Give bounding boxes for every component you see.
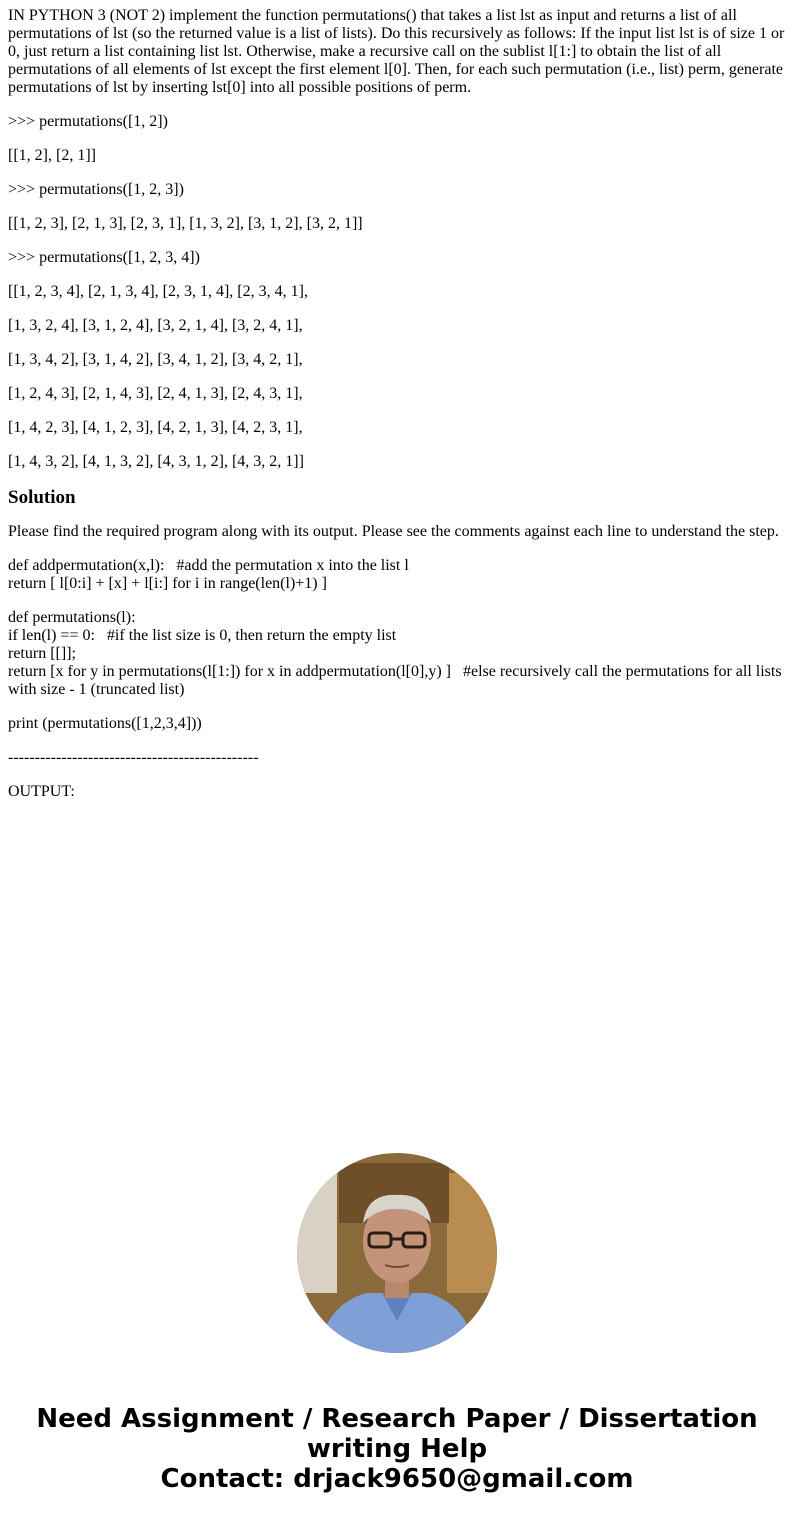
solution-heading: Solution	[8, 487, 76, 508]
avatar-portrait-image	[297, 1153, 497, 1353]
code-line: return [x for y in permutations(l[1:]) for x in addpermutation(l[0],y) ] #else recursively call the permutations for all lists with size - 1 (truncated list)	[8, 663, 786, 698]
code-line: def addpermutation(x,l): #add the permutation x into the list l	[8, 557, 409, 574]
example-result-3-line-6: [1, 4, 3, 2], [4, 1, 3, 2], [4, 3, 1, 2], [4, 3, 2, 1]]	[8, 453, 304, 470]
example-result-3-line-3: [1, 3, 4, 2], [3, 1, 4, 2], [3, 4, 1, 2], [3, 4, 2, 1],	[8, 351, 303, 368]
code-block-addpermutation	[8, 557, 786, 593]
document-body	[8, 7, 789, 817]
example-result-3-line-2: [1, 3, 2, 4], [3, 1, 2, 4], [3, 2, 1, 4], [3, 2, 4, 1],	[8, 317, 303, 334]
example-result-2: [[1, 2, 3], [2, 1, 3], [2, 3, 1], [1, 3, 2], [3, 1, 2], [3, 2, 1]]	[8, 215, 363, 232]
example-result-3-line-4: [1, 2, 4, 3], [2, 1, 4, 3], [2, 4, 1, 3], [2, 4, 3, 1],	[8, 385, 303, 402]
solution-intro: Please find the required program along with its output. Please see the comments against each line to understand the step.	[8, 523, 779, 540]
promo-line-2: writing Help	[306, 1434, 488, 1464]
promo-contact-line: Contact: drjack9650@gmail.com	[160, 1464, 634, 1494]
code-line: def permutations(l):	[8, 609, 136, 626]
example-result-1: [[1, 2], [2, 1]]	[8, 147, 96, 164]
question-text: IN PYTHON 3 (NOT 2) implement the function permutations() that takes a list lst as input and returns a list of all permutations of lst (so the returned value is a list of lists). Do this recursively as follows: If the input list lst is of size 1 or 0, just return a list containing list lst. Otherwise, make a recursive call on the sublist l[1:] to obtain the list of all permutations of all elements of lst except the first element l[0]. Then, for each such permutation (i.e., list) perm, generate permutations of lst by inserting lst[0] into all possible positions of perm.	[8, 7, 789, 96]
code-line: return [ l[0:i] + [x] + l[i:] for i in range(len(l)+1) ]	[8, 575, 327, 592]
example-prompt-3: >>> permutations([1, 2, 3, 4])	[8, 249, 200, 266]
code-line: if len(l) == 0: #if the list size is 0, then return the empty list	[8, 627, 397, 644]
code-block-permutations	[8, 609, 786, 699]
example-prompt-1: >>> permutations([1, 2])	[8, 113, 168, 130]
promo-line-1: Need Assignment / Research Paper / Dissertation	[36, 1404, 758, 1434]
example-result-3-line-1: [[1, 2, 3, 4], [2, 1, 3, 4], [2, 3, 1, 4], [2, 3, 4, 1],	[8, 283, 308, 300]
promo-banner	[0, 1404, 794, 1494]
example-result-3-line-5: [1, 4, 2, 3], [4, 1, 2, 3], [4, 2, 1, 3], [4, 2, 3, 1],	[8, 419, 303, 436]
print-statement: print (permutations([1,2,3,4]))	[8, 715, 202, 732]
code-line: return [[]];	[8, 645, 76, 662]
separator-line: -----------------------------------------------	[8, 749, 259, 766]
author-avatar	[297, 1153, 497, 1353]
output-label: OUTPUT:	[8, 783, 75, 800]
example-prompt-2: >>> permutations([1, 2, 3])	[8, 181, 184, 198]
